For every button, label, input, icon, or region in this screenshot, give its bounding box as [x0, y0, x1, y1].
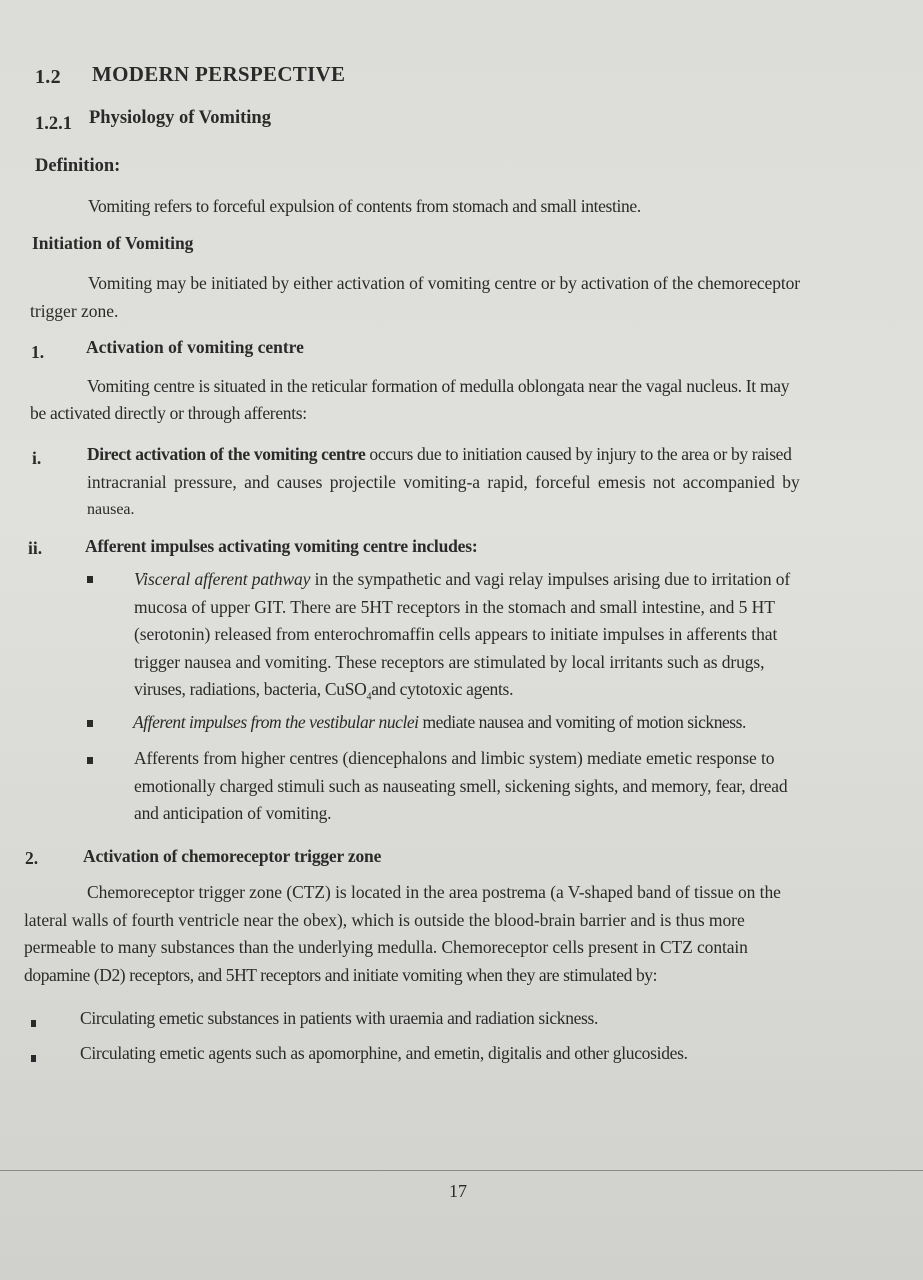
point-2-line-2: lateral walls of fourth ventricle near the obex), which is outside the blood-brain barrier and is thus more — [24, 909, 745, 930]
bullet-ii-1-italic: Visceral afferent pathway — [134, 569, 311, 589]
initiation-line-1: Vomiting may be initiated by either activation of vomiting centre or by activation of the chemoreceptor — [88, 273, 801, 293]
item-ii-number: ii. — [28, 538, 43, 558]
bullet-ii-3-paragraph — [134, 745, 870, 828]
initiation-line-2: trigger zone. — [30, 301, 119, 321]
footer-rule — [0, 1170, 923, 1171]
bullet-marker — [31, 1055, 36, 1062]
point-1-number: 1. — [31, 342, 45, 362]
point-2-title: Activation of chemoreceptor trigger zone — [83, 846, 382, 866]
bullet-ii-3-line-1: Afferents from higher centres (diencephalons and limbic system) mediate emetic response to — [134, 748, 775, 768]
item-ii-title: Afferent impulses activating vomiting centre includes: — [85, 536, 478, 556]
item-i-rest: occurs due to initiation caused by injury to the area or by raised — [365, 444, 792, 464]
point-1-line-1: Vomiting centre is situated in the reticular formation of medulla oblongata near the vagal nucleus. It may — [87, 376, 790, 396]
bullet-ii-3-line-2: emotionally charged stimuli such as nauseating smell, sickening sights, and memory, fear, dread — [134, 775, 788, 796]
bullet-ii-1-line-5b: and cytotoxic agents. — [371, 679, 514, 699]
item-i-bold: Direct activation of the vomiting centre — [87, 444, 366, 464]
point-2-number: 2. — [25, 848, 39, 868]
bullet-marker — [31, 1020, 36, 1027]
point-1-title: Activation of vomiting centre — [86, 337, 304, 357]
definition-text: Vomiting refers to forceful expulsion of contents from stomach and small intestine. — [88, 196, 641, 216]
bullet-marker — [87, 720, 93, 727]
bullet-ii-1-line-5a: viruses, radiations, bacteria, CuSO — [134, 679, 367, 699]
subsection-title: Physiology of Vomiting — [89, 108, 271, 128]
bullet-ii-1-line-2: mucosa of upper GIT. There are 5HT receptors in the stomach and small intestine, and 5 HT — [134, 596, 775, 617]
item-i-number: i. — [32, 448, 42, 468]
definition-heading: Definition: — [35, 156, 121, 176]
item-i-line-2: intracranial pressure, and causes projectile vomiting-a rapid, forceful emesis not accompanied by — [87, 471, 800, 492]
point-2-line-4: dopamine (D2) receptors, and 5HT receptors and initiate vomiting when they are stimulated by: — [24, 964, 658, 985]
point-2-line-3: permeable to many substances than the underlying medulla. Chemoreceptor cells present in CTZ contain — [24, 937, 748, 957]
section-number: 1.2 — [35, 66, 61, 88]
point-2-paragraph — [24, 879, 874, 989]
initiation-heading: Initiation of Vomiting — [32, 233, 194, 253]
point-2-line-1: Chemoreceptor trigger zone (CTZ) is located in the area postrema (a V-shaped band of tissue on the — [87, 882, 781, 902]
bullet-ii-1-paragraph — [134, 566, 866, 711]
page-number: 17 — [449, 1181, 467, 1201]
bullet-ii-1-line-3: (serotonin) released from enterochromaffin cells appears to initiate impulses in afferents that — [134, 624, 778, 644]
bullet-ii-1-line-4: trigger nausea and vomiting. These receptors are stimulated by local irritants such as drugs, — [134, 651, 765, 672]
item-i-line-3: nausea. — [87, 501, 135, 518]
subsection-number: 1.2.1 — [35, 114, 72, 134]
bullet-ii-2-italic: Afferent impulses from the vestibular nuclei — [133, 712, 419, 732]
section-title: MODERN PERSPECTIVE — [92, 62, 346, 86]
bullet-marker — [87, 576, 93, 583]
bullet-marker — [87, 757, 93, 764]
item-i-paragraph — [87, 441, 862, 524]
bullet-ii-3-line-3: and anticipation of vomiting. — [134, 803, 332, 823]
bullet-ii-1-rest: in the sympathetic and vagi relay impulses arising due to irritation of — [310, 569, 791, 589]
bullet-ii-2-rest: mediate nausea and vomiting of motion sickness. — [418, 712, 746, 732]
bullet-ii-2 — [133, 712, 746, 733]
point-1-line-2: be activated directly or through afferents: — [30, 403, 307, 423]
bullet-2-1: Circulating emetic substances in patients with uraemia and radiation sickness. — [80, 1008, 598, 1028]
subscript: 4 — [366, 691, 372, 703]
bullet-2-2: Circulating emetic agents such as apomorphine, and emetin, digitalis and other glucosides. — [80, 1043, 688, 1063]
